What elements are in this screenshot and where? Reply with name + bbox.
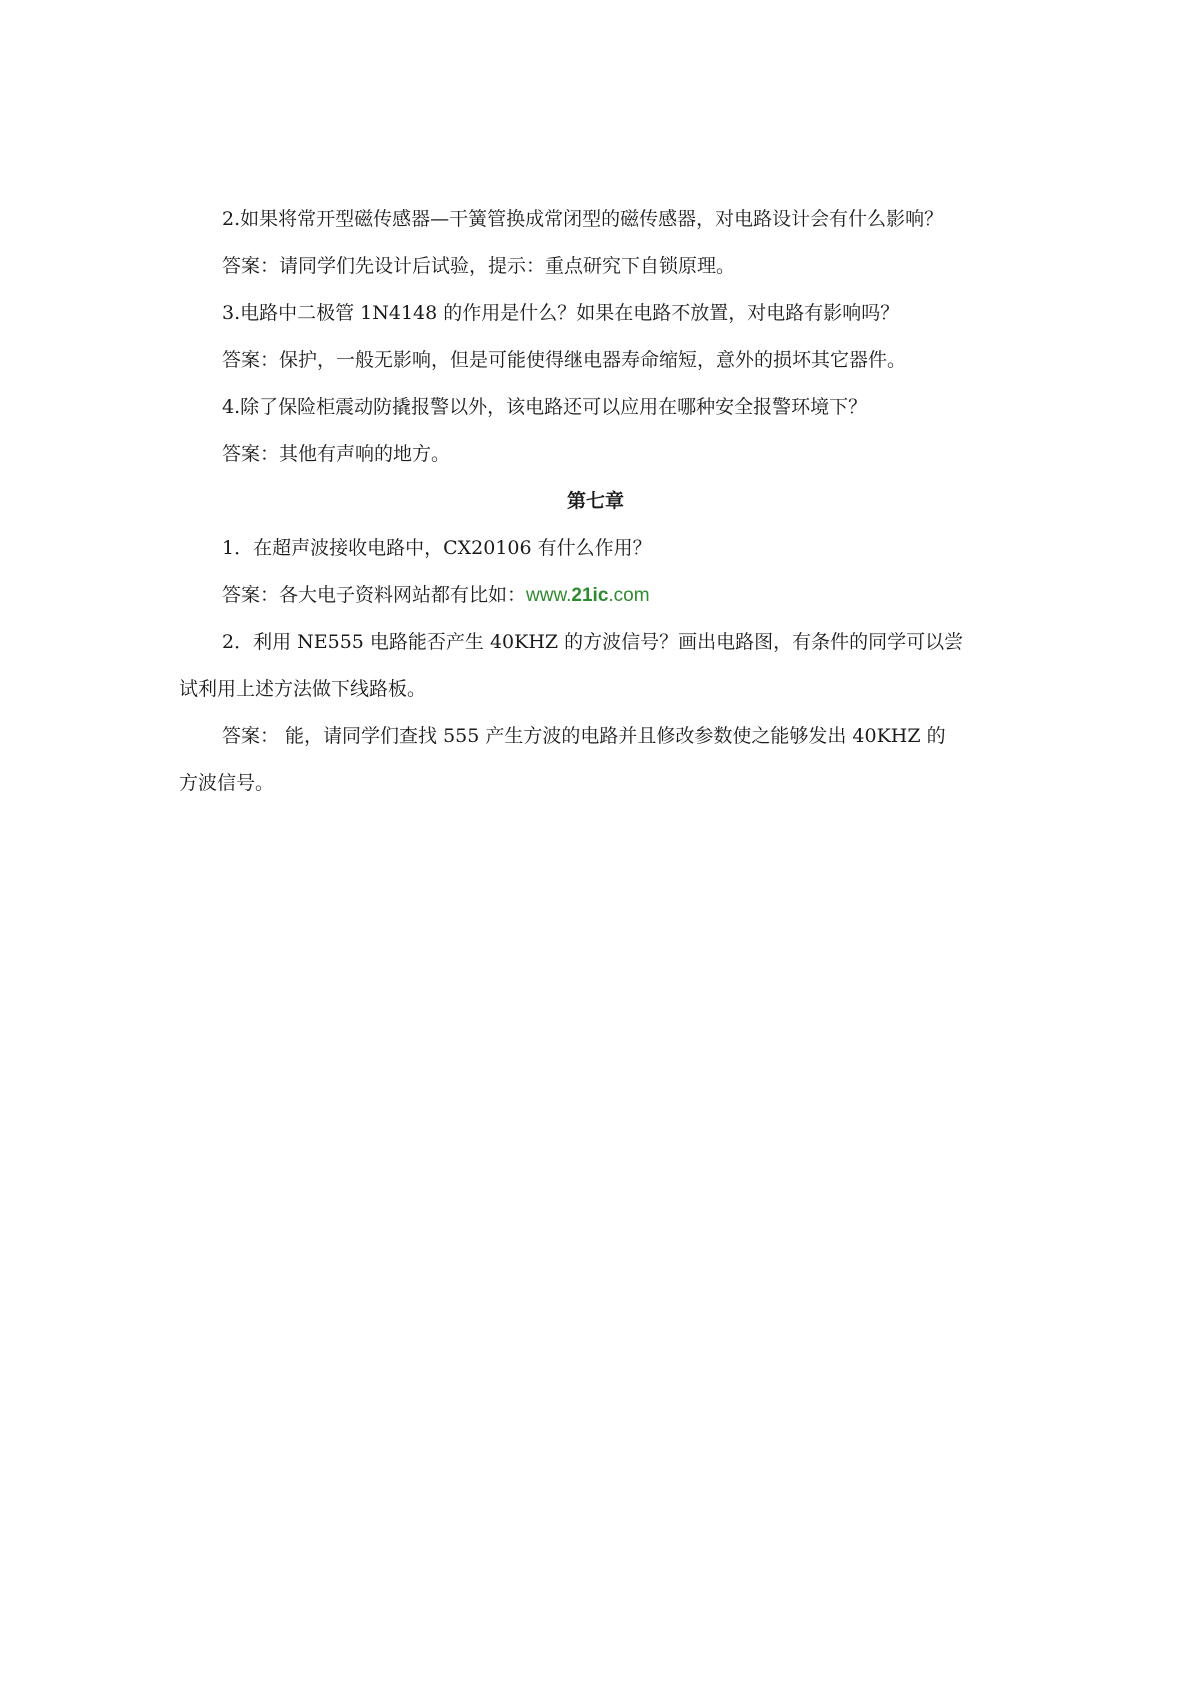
ch7-question-2-line-2: 试利用上述方法做下线路板。 <box>179 678 427 700</box>
answer-3: 答案：保护，一般无影响，但是可能使得继电器寿命缩短，意外的损坏其它器件。 <box>222 349 907 371</box>
answer-4: 答案：其他有声响的地方。 <box>222 443 451 465</box>
ch7-answer-2-line-2: 方波信号。 <box>179 772 275 794</box>
ch7-answer-1 <box>179 572 1012 619</box>
question-3: 3.电路中二极管 1N4148 的作用是什么？如果在电路不放置，对电路有影响吗？ <box>222 302 900 324</box>
question-4: 4.除了保险柜震动防撬报警以外，该电路还可以应用在哪种安全报警环境下？ <box>222 396 868 418</box>
document-body <box>179 196 1012 807</box>
question-2: 2.如果将常开型磁传感器—干簧管换成常闭型的磁传感器，对电路设计会有什么影响？ <box>222 208 944 230</box>
ch7-answer-1-text: 答案：各大电子资料网站都有比如： <box>222 584 527 606</box>
ch7-question-1: 1．在超声波接收电路中，CX20106 有什么作用？ <box>222 537 652 559</box>
ch7-answer-2-line-1: 答案： 能，请同学们查找 555 产生方波的电路并且修改参数使之能够发出 40KHZ 的 <box>222 725 946 747</box>
website-link-suffix: .com <box>608 585 650 606</box>
website-link-prefix: www. <box>526 585 572 606</box>
website-link-brand: 21ic <box>571 585 609 606</box>
website-link[interactable] <box>526 585 650 606</box>
chapter-title: 第七章 <box>566 490 624 512</box>
ch7-question-2-line-1: 2．利用 NE555 电路能否产生 40KHZ 的方波信号？画出电路图，有条件的同学可以尝 <box>222 631 964 653</box>
answer-2: 答案：请同学们先设计后试验，提示：重点研究下自锁原理。 <box>222 255 736 277</box>
